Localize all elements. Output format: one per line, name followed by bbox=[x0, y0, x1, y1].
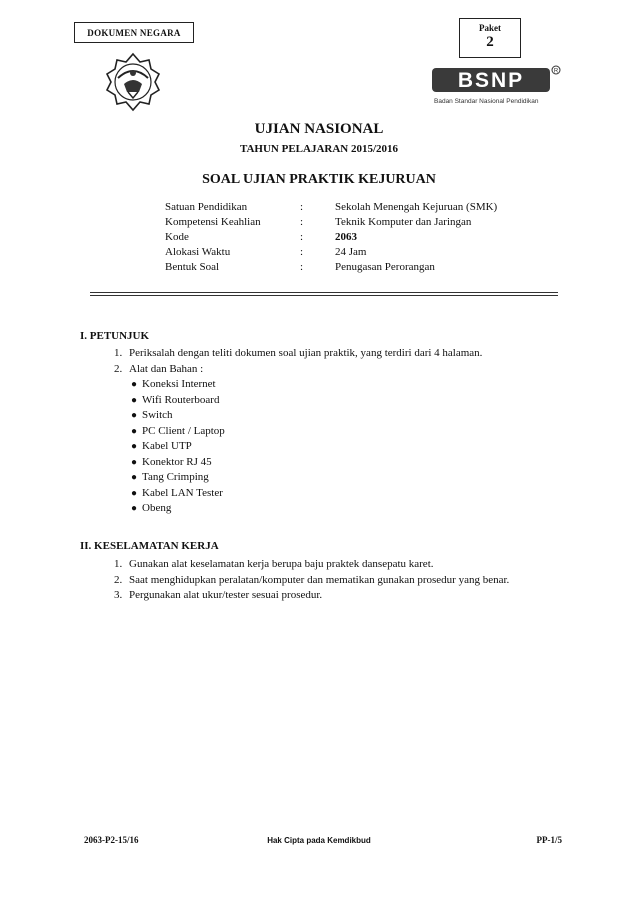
bsnp-tagline: Badan Standar Nasional Pendidikan bbox=[434, 98, 539, 105]
list-item bbox=[126, 424, 225, 440]
item-text: Saat menghidupkan peralatan/komputer dan mematikan gunakan prosedur yang benar. bbox=[129, 573, 510, 586]
list-item bbox=[126, 439, 225, 455]
item-text: Pergunakan alat ukur/tester sesuai prosedur. bbox=[129, 589, 323, 601]
paket-number: 2 bbox=[486, 34, 494, 50]
meta-sep: : bbox=[300, 246, 304, 258]
list-item bbox=[126, 377, 225, 393]
meta-sep: : bbox=[300, 201, 304, 213]
meta-row bbox=[165, 260, 595, 275]
item-number: 2. bbox=[114, 362, 123, 375]
document-label-text: DOKUMEN NEGARA bbox=[87, 27, 181, 38]
item-text: Tang Crimping bbox=[142, 471, 209, 483]
meta-value: 2063 bbox=[335, 231, 357, 243]
list-item bbox=[126, 470, 225, 486]
item-text: Koneksi Internet bbox=[142, 378, 216, 390]
meta-key: Alokasi Waktu bbox=[165, 246, 231, 258]
list-item bbox=[126, 455, 225, 471]
meta-row bbox=[165, 230, 595, 245]
meta-key: Kompetensi Keahlian bbox=[165, 216, 261, 228]
item-text: Kabel UTP bbox=[142, 440, 192, 452]
paket-label: Paket bbox=[479, 23, 501, 33]
item-text: Alat dan Bahan : bbox=[129, 362, 204, 375]
bsnp-logo-icon bbox=[432, 62, 562, 110]
list-item bbox=[114, 588, 562, 604]
item-text: Kabel LAN Tester bbox=[142, 486, 223, 499]
bullet-icon: ● bbox=[130, 487, 138, 499]
meta-row bbox=[165, 245, 595, 260]
divider-line bbox=[90, 292, 558, 293]
meta-key: Kode bbox=[165, 231, 189, 243]
item-text: Gunakan alat keselamatan kerja berupa baju praktek dansepatu karet. bbox=[129, 558, 434, 570]
bullet-icon: ● bbox=[130, 394, 138, 406]
document-label bbox=[74, 22, 194, 43]
meta-sep: : bbox=[300, 261, 304, 273]
footer-page: PP-1/5 bbox=[536, 835, 562, 845]
svg-text:R: R bbox=[553, 68, 559, 75]
bullet-icon: ● bbox=[130, 441, 138, 452]
bullet-icon: ● bbox=[130, 503, 138, 514]
list-item bbox=[126, 501, 225, 517]
item-text: Periksalah dengan teliti dokumen soal ujian praktik, yang terdiri dari 4 halaman. bbox=[129, 347, 483, 359]
list-item bbox=[114, 573, 562, 589]
bullet-icon: ● bbox=[130, 456, 138, 468]
item-number: 1. bbox=[114, 347, 123, 359]
list-item bbox=[114, 362, 554, 378]
bullet-icon: ● bbox=[130, 379, 138, 390]
item-number: 3. bbox=[114, 589, 123, 601]
list-item bbox=[126, 408, 225, 424]
meta-key: Satuan Pendidikan bbox=[165, 201, 248, 213]
item-text: Switch bbox=[142, 409, 173, 421]
list-item bbox=[114, 557, 562, 573]
item-number: 2. bbox=[114, 573, 123, 586]
exam-title: UJIAN NASIONAL bbox=[254, 121, 384, 137]
keselamatan-list bbox=[114, 557, 562, 604]
petunjuk-list bbox=[114, 346, 554, 377]
item-text: Wifi Routerboard bbox=[142, 393, 220, 406]
meta-row bbox=[165, 215, 595, 230]
bullet-icon: ● bbox=[130, 410, 138, 421]
paket-box bbox=[459, 18, 521, 58]
footer-copyright: Hak Cipta pada Kemdikbud bbox=[267, 836, 371, 845]
item-text: PC Client / Laptop bbox=[142, 424, 225, 437]
meta-key: Bentuk Soal bbox=[165, 261, 220, 273]
meta-value: Teknik Komputer dan Jaringan bbox=[335, 216, 472, 228]
item-text: Konektor RJ 45 bbox=[142, 455, 212, 468]
list-item bbox=[114, 346, 554, 362]
tools-list bbox=[126, 377, 225, 517]
section-heading-keselamatan: II. KESELAMATAN KERJA bbox=[80, 540, 219, 552]
meta-value: 24 Jam bbox=[335, 246, 367, 258]
section-heading-petunjuk: I. PETUNJUK bbox=[80, 330, 150, 342]
exam-meta-table bbox=[165, 200, 595, 275]
bsnp-logo-text: BSNP bbox=[457, 69, 525, 92]
divider-line bbox=[90, 295, 558, 296]
exam-year: TAHUN PELAJARAN 2015/2016 bbox=[239, 143, 399, 155]
meta-value: Sekolah Menengah Kejuruan (SMK) bbox=[335, 201, 498, 213]
footer-code: 2063-P2-15/16 bbox=[84, 835, 139, 845]
list-item bbox=[126, 393, 225, 409]
exam-subtitle: SOAL UJIAN PRAKTIK KEJURUAN bbox=[202, 172, 436, 187]
item-number: 1. bbox=[114, 558, 123, 570]
meta-value: Penugasan Perorangan bbox=[335, 261, 435, 273]
meta-row bbox=[165, 200, 595, 215]
meta-sep: : bbox=[300, 231, 304, 243]
tut-wuri-handayani-logo-icon bbox=[104, 52, 162, 112]
bullet-icon: ● bbox=[130, 425, 138, 437]
list-item bbox=[126, 486, 225, 502]
item-text: Obeng bbox=[142, 502, 172, 514]
meta-sep: : bbox=[300, 216, 304, 228]
bullet-icon: ● bbox=[130, 472, 138, 483]
